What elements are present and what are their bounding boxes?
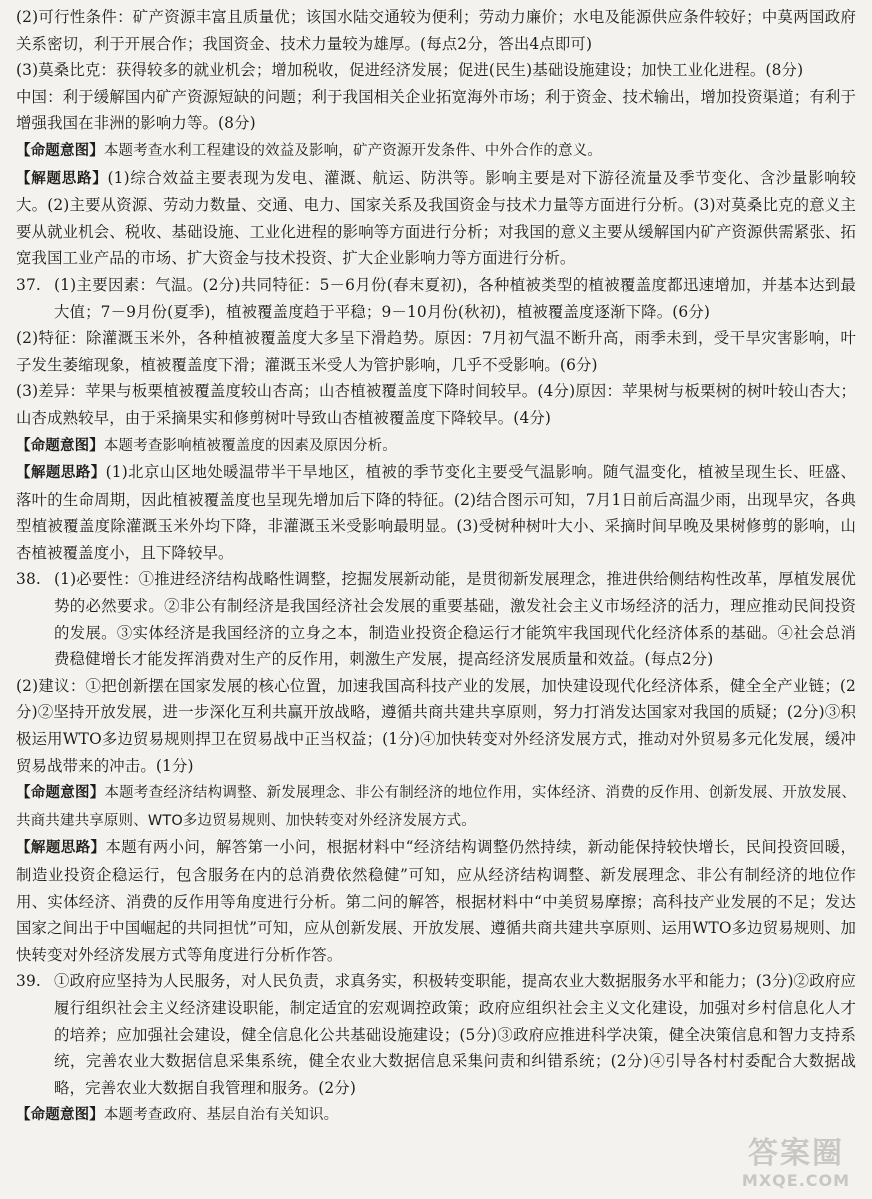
intent-text: 本题考查政府、基层自治有关知识。 bbox=[103, 1107, 339, 1124]
q37-intent bbox=[16, 432, 856, 460]
idea-label: 【解题思路】 bbox=[16, 465, 106, 482]
idea-text: 本题有两小问，解答第一小问，根据材料中“经济结构调整仍然持续，新动能保持较快增长，民间投资回暖，制造业投资企稳运行，包含服务在内的总消费依然稳健”可知，应从经济结构调整、新发展理念、非公有制经济的地位作用、实体经济、消费的反作用等角度进行分析。第二问的解答，根据材料中“中美贸易摩擦；高科技产业发展的不足；发达国家之间出于中国崛起的共同担忧”可知，应从创新发展、开放发展、遵循共商共建共享原则、运用WTO多边贸易规则、加快转变对外经济发展方式等角度进行分析作答。 bbox=[16, 838, 856, 964]
intent-label: 【命题意图】 bbox=[16, 142, 104, 159]
q39-part1: ①政府应坚持为人民服务，对人民负责，求真务实，积极转变职能，提高农业大数据服务水平和能力；(3分)②政府应履行组织社会主义经济建设职能，制定适宜的宏观调控政策；政府应组织社会主义文化建设，加强对乡村信息化人才的培养；应加强社会建设，健全信息化公共基础设施建设；(5分)③政府应推进科学决策，健全决策信息和智力支持系统，完善农业大数据信息采集系统，健全农业大数据信息采集问责和纠错系统；(2分)④引导各村村委配合大数据战略，完善农业大数据自我管理和服务。(2分) bbox=[54, 972, 856, 1097]
watermark-bottom: MXQE.COM bbox=[741, 1171, 851, 1190]
q37-number: 37. bbox=[16, 275, 41, 294]
q39-intent bbox=[16, 1101, 856, 1129]
q37-part2: (2)特征：除灌溉玉米外，各种植被覆盖度大多呈下滑趋势。原因：7月初气温不断升高，雨季未到，受干旱灾害影响，叶子发生萎缩现象，植被覆盖度下滑；灌溉玉米受人为管护影响，几乎不受影响。(6分) bbox=[16, 329, 856, 374]
q36-part3-mozambique: (3)莫桑比克：获得较多的就业机会；增加税收，促进经济发展；促进(民生)基础设施建设；加快工业化进程。(8分) bbox=[16, 61, 804, 80]
intent-label: 【命题意图】 bbox=[16, 1107, 104, 1124]
q37-part1: (1)主要因素：气温。(2分)共同特征：5－6月份(春末夏初)，各种植被类型的植被覆盖度都迅速增加，并基本达到最大值；7－9月份(夏季)，植被覆盖度趋于平稳；9－10月份(秋初)，植被覆盖度逐渐下降。(6分) bbox=[54, 275, 856, 321]
q37-part3: (3)差异：苹果与板栗植被覆盖度较山杏高；山杏植被覆盖度下降时间较早。(4分)原因：苹果树与板栗树的树叶较山杏大；山杏成熟较早，由于采摘果实和修剪树叶导致山杏植被覆盖度下降较早。(4分) bbox=[16, 382, 856, 427]
q37 bbox=[16, 272, 856, 325]
intent-text: 本题考查经济结构调整、新发展理念、非公有制经济的地位作用，实体经济、消费的反作用、创新发展、开放发展、共商共建共享原则、WTO多边贸易规则、加快转变对外经济发展方式。 bbox=[16, 785, 856, 829]
q36-idea bbox=[16, 165, 856, 272]
q37-idea bbox=[16, 459, 856, 566]
q39-number: 39. bbox=[16, 972, 41, 991]
q38-part2: (2)建议：①把创新摆在国家发展的核心位置，加速我国高科技产业的发展，加快建设现代化经济体系，健全全产业链；(2分)②坚持开放发展，进一步深化互利共赢开放战略，遵循共商共建共享原则，努力打消发达国家对我国的质疑；(2分)③积极运用WTO多边贸易规则捍卫在贸易战中正当权益；(1分)④加快转变对外经济发展方式，推动对外贸易多元化发展，缓冲贸易战带来的冲击。(1分) bbox=[16, 676, 856, 775]
q38 bbox=[16, 566, 856, 672]
q38-part1: (1)必要性：①推进经济结构战略性调整，挖掘发展新动能，是贯彻新发展理念，推进供给侧结构性改革，厚植发展优势的必然要求。②非公有制经济是我国经济社会发展的重要基础，激发社会主义市场经济的活力，理应推动民间投资的发展。③实体经济是我国经济的立身之本，制造业投资企稳运行才能筑牢我国现代化经济体系的基础。④社会总消费稳健增长才能发挥消费对生产的反作用，刺激生产发展，提高经济发展质量和效益。(每点2分) bbox=[54, 570, 856, 669]
watermark-top: 答案圈 bbox=[748, 1136, 844, 1171]
q36-part3-china: 中国：利于缓解国内矿产资源短缺的问题；利于我国相关企业拓宽海外市场；利于资金、技术输出，增加投资渠道；有利于增强我国在非洲的影响力等。(8分) bbox=[16, 87, 856, 133]
intent-text: 本题考查影响植被覆盖度的因素及原因分析。 bbox=[103, 437, 397, 454]
idea-text: (1)北京山区地处暖温带半干旱地区，植被的季节变化主要受气温影响。随气温变化，植被呈现生长、旺盛、落叶的生命周期，因此植被覆盖度也呈现先增加后下降的特征。(2)结合图示可知，7月1日前后高温少雨，出现旱灾，各典型植被覆盖度除灌溉玉米外均下降，非灌溉玉米受影响最明显。(3)受树种树叶大小、采摘时间早晚及果树修剪的影响，山杏植被覆盖度小，且下降较早。 bbox=[16, 463, 857, 562]
idea-label: 【解题思路】 bbox=[16, 170, 108, 187]
idea-label: 【解题思路】 bbox=[16, 840, 106, 857]
q36-part2: (2)可行性条件：矿产资源丰富且质量优；该国水陆交通较为便利；劳动力廉价；水电及能源供应条件较好；中莫两国政府关系密切，利于开展合作；我国资金、技术力量较为雄厚。(每点2分，答出4点即可) bbox=[16, 8, 856, 53]
q39 bbox=[16, 968, 856, 1101]
site-watermark-logo bbox=[726, 1137, 866, 1197]
intent-label: 【命题意图】 bbox=[16, 437, 104, 454]
q38-idea bbox=[16, 834, 856, 968]
q36-intent bbox=[16, 137, 856, 165]
intent-text: 本题考查水利工程建设的效益及影响，矿产资源开发条件、中外合作的意义。 bbox=[103, 142, 603, 159]
answer-page bbox=[16, 4, 856, 1129]
q38-intent bbox=[16, 779, 856, 834]
idea-text: (1)综合效益主要表现为发电、灌溉、航运、防洪等。影响主要是对下游径流量及季节变化、含沙量影响较大。(2)主要从资源、劳动力数量、交通、电力、国家关系及我国资金与技术力量等方面进行分析。(3)对莫桑比克的意义主要从就业机会、税收、基础设施、工业化进程的影响等方面进行分析；对我国的意义主要从缓解国内矿产资源供需紧张、拓宽我国工业产品的市场、扩大资金与技术投资、扩大企业影响力等方面进行分析。 bbox=[16, 168, 856, 268]
intent-label: 【命题意图】 bbox=[16, 785, 105, 802]
q38-number: 38. bbox=[16, 570, 41, 589]
